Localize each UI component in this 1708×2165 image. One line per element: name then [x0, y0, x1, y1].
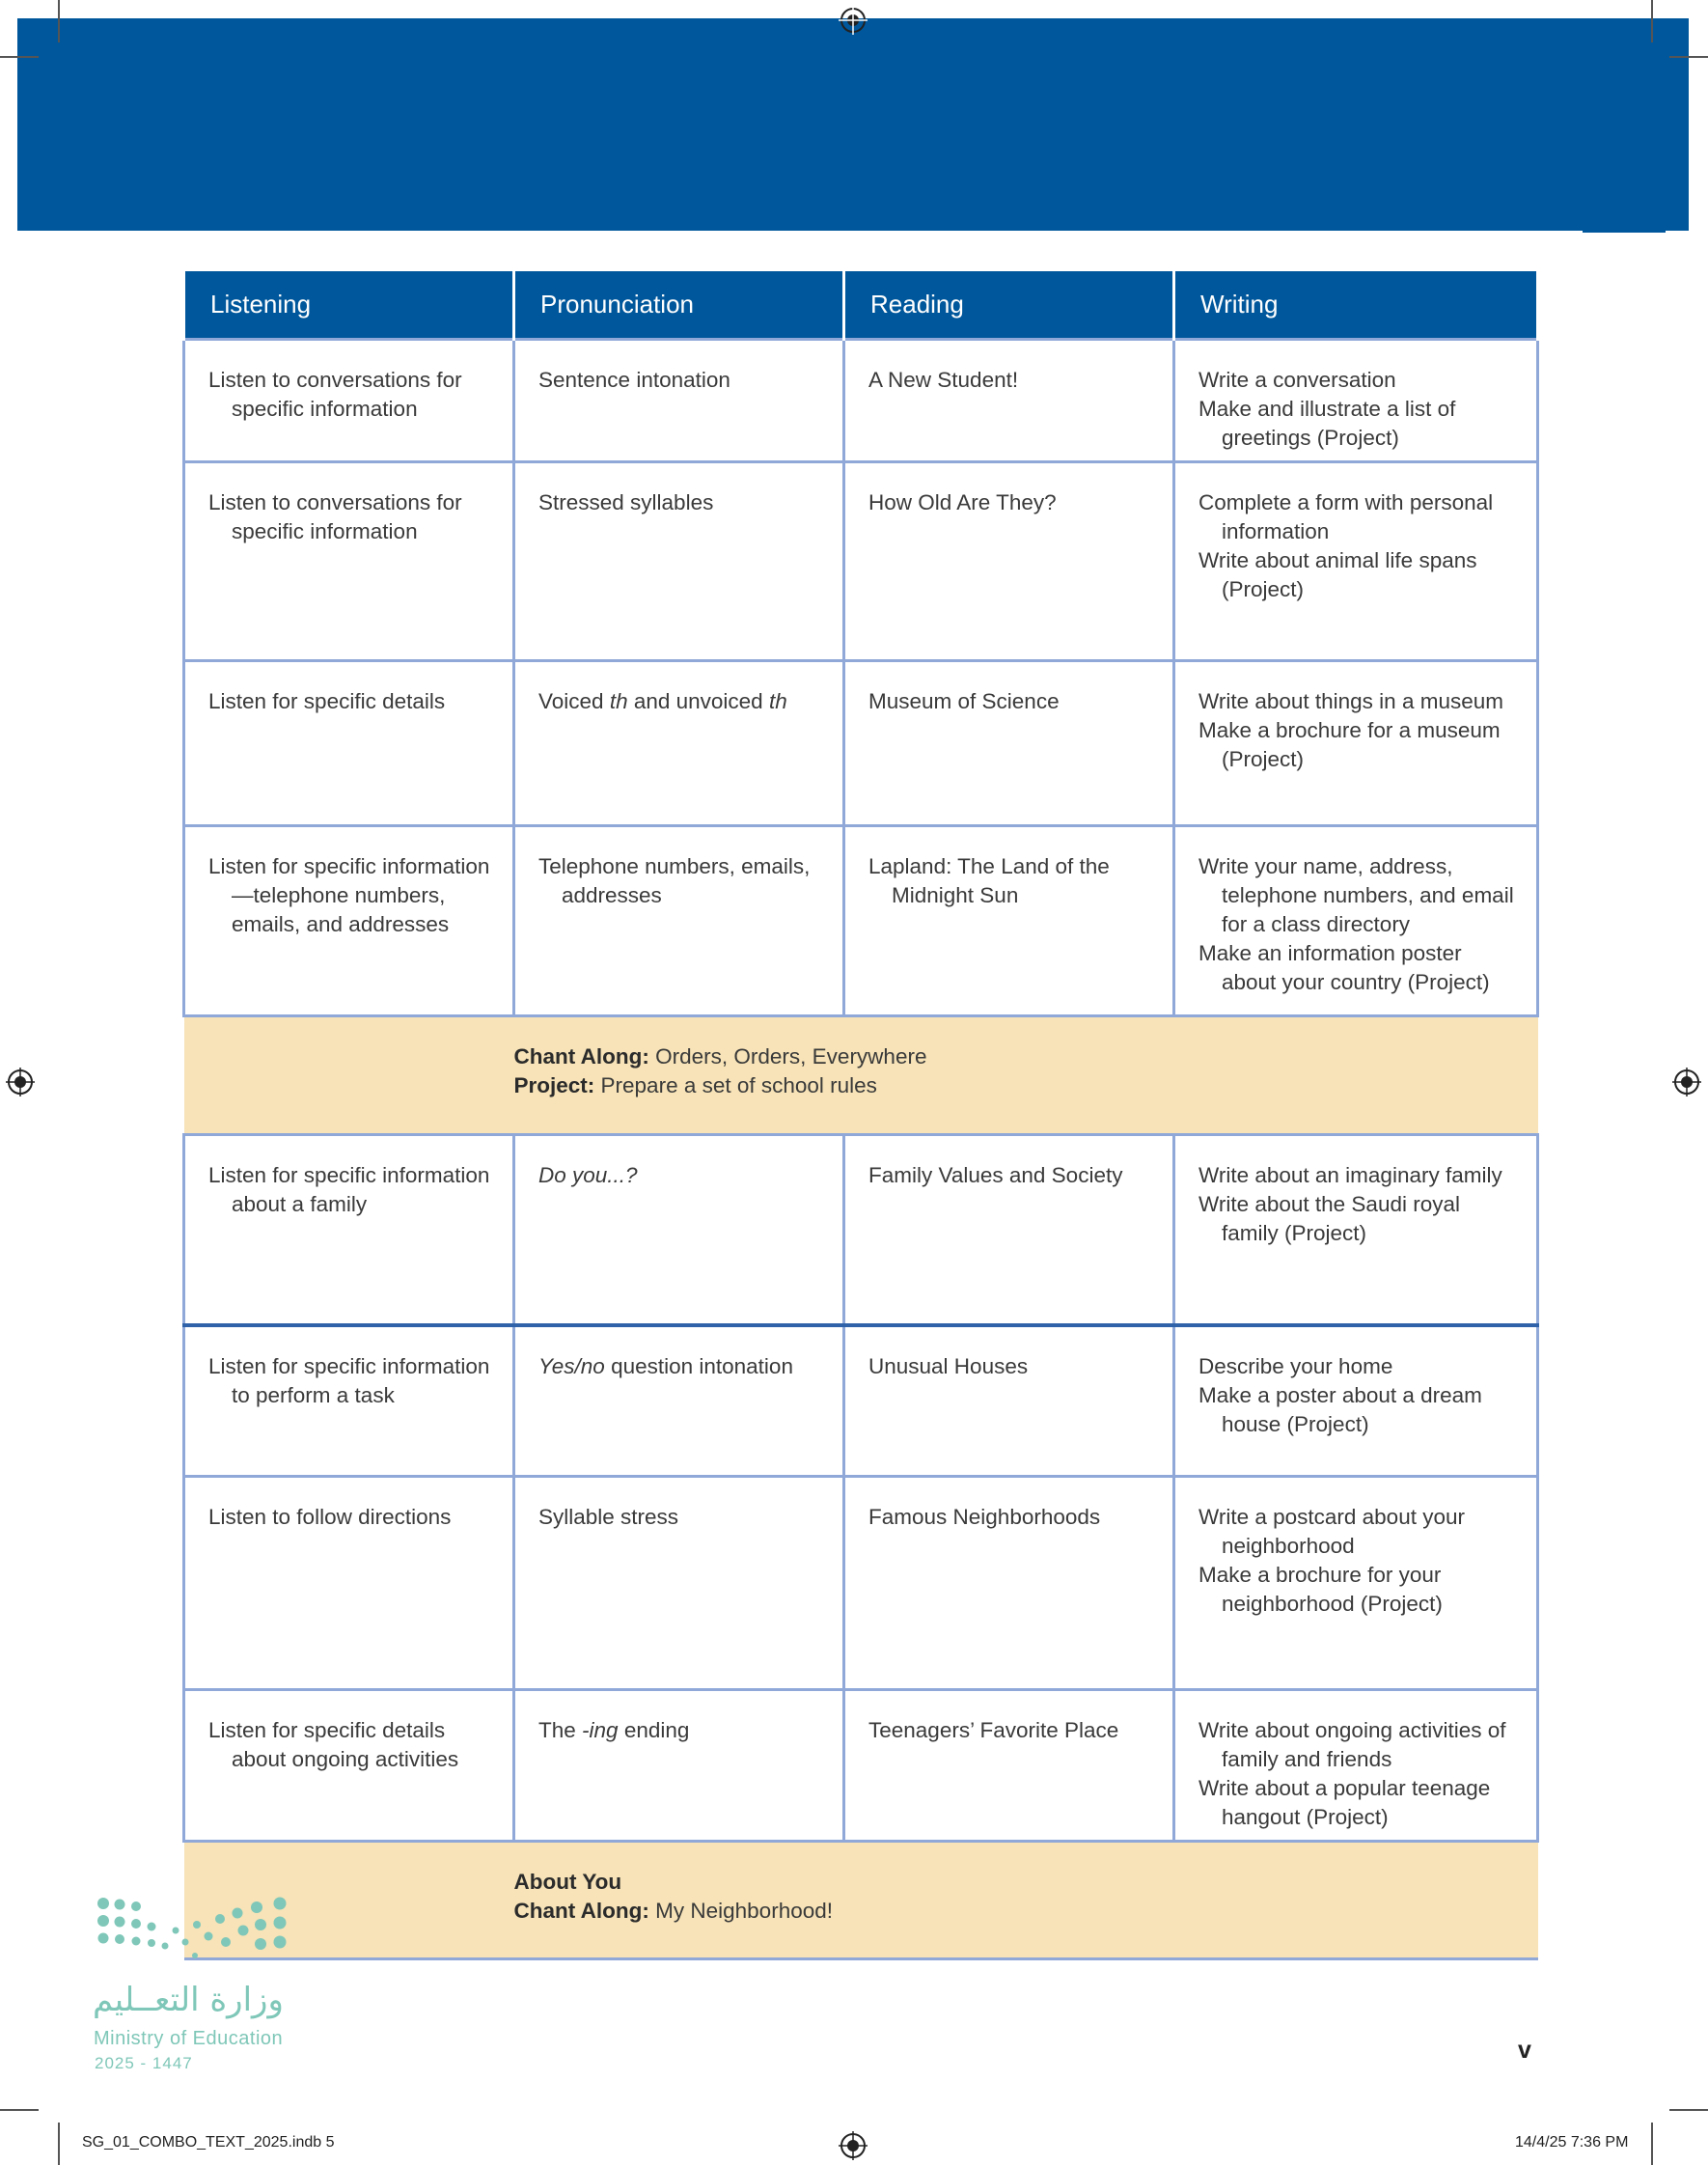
crop-mark	[0, 56, 39, 58]
reading-cell: Family Values and Society	[844, 1135, 1174, 1325]
writing-cell: Complete a form with personal information Write about animal life spans (Project)	[1174, 462, 1538, 661]
pronunciation-cell: Do you...?	[514, 1135, 844, 1325]
reading-cell: Unusual Houses	[844, 1325, 1174, 1477]
table-row	[184, 826, 1538, 1016]
pronunciation-cell: Syllable stress	[514, 1477, 844, 1690]
page-number: v	[1518, 2037, 1531, 2064]
header-row	[184, 271, 1538, 340]
ministry-logo-arabic: وزارة التعــليم	[93, 1981, 284, 2019]
table-row	[184, 1135, 1538, 1325]
listening-cell: Listen for specific information to perform a task	[184, 1325, 514, 1477]
band-line: Chant Along: Orders, Orders, Everywhere	[513, 1044, 927, 1069]
header-reading: Reading	[844, 271, 1174, 340]
pronunciation-cell: Stressed syllables	[514, 462, 844, 661]
listening-cell: Listen to follow directions	[184, 1477, 514, 1690]
table-row	[184, 661, 1538, 826]
header-pronunciation: Pronunciation	[514, 271, 844, 340]
pronunciation-cell: Sentence intonation	[514, 340, 844, 462]
listening-cell: Listen to conversations for specific information	[184, 462, 514, 661]
reading-cell: A New Student!	[844, 340, 1174, 462]
writing-cell: Write about an imaginary family Write about the Saudi royal family (Project)	[1174, 1135, 1538, 1325]
listening-cell: Listen for specific details	[184, 661, 514, 826]
band-line: Chant Along: My Neighborhood!	[513, 1899, 833, 1923]
review-band	[184, 1016, 1538, 1135]
band-line: Project: Prepare a set of school rules	[513, 1073, 877, 1097]
pronunciation-cell: Voiced th and unvoiced th	[514, 661, 844, 826]
crop-mark	[1651, 2123, 1653, 2165]
header-listening: Listening	[184, 271, 514, 340]
header-writing: Writing	[1174, 271, 1538, 340]
reading-cell: Teenagers’ Favorite Place	[844, 1690, 1174, 1842]
writing-cell: Describe your home Make a poster about a dream house (Project)	[1174, 1325, 1538, 1477]
ministry-logo-english: Ministry of Education	[94, 2028, 284, 2049]
table-row	[184, 1325, 1538, 1477]
table-row	[184, 1477, 1538, 1690]
footer-date: 14/4/25 7:36 PM	[1515, 2134, 1629, 2151]
crop-mark	[1651, 0, 1653, 42]
listening-cell: Listen to conversations for specific information	[184, 340, 514, 462]
registration-mark-icon	[6, 1068, 35, 1096]
reading-cell: How Old Are They?	[844, 462, 1174, 661]
listening-cell: Listen for specific information—telephone numbers, emails, and addresses	[184, 826, 514, 1016]
writing-cell: Write about things in a museum Make a brochure for a museum (Project)	[1174, 661, 1538, 826]
pronunciation-cell: Telephone numbers, emails, addresses	[514, 826, 844, 1016]
crop-mark	[58, 2123, 60, 2165]
registration-mark-icon	[839, 2131, 868, 2160]
pronunciation-cell: Yes/no question intonation	[514, 1325, 844, 1477]
table-row	[184, 1690, 1538, 1842]
listening-cell: Listen for specific details about ongoing activities	[184, 1690, 514, 1842]
footer-file-name: SG_01_COMBO_TEXT_2025.indb 5	[82, 2134, 335, 2151]
registration-mark-icon	[839, 6, 868, 35]
reading-cell: Museum of Science	[844, 661, 1174, 826]
banner-tab	[1583, 228, 1666, 233]
band-line: About You	[513, 1870, 622, 1894]
top-banner	[17, 18, 1689, 231]
writing-cell: Write a conversation Make and illustrate a list of greetings (Project)	[1174, 340, 1538, 462]
contents-table	[182, 271, 1539, 1960]
pronunciation-cell: The -ing ending	[514, 1690, 844, 1842]
reading-cell: Lapland: The Land of the Midnight Sun	[844, 826, 1174, 1016]
crop-mark	[1669, 2109, 1708, 2111]
crop-mark	[58, 0, 60, 42]
ministry-logo-year: 2025 - 1447	[95, 2054, 193, 2072]
table-row	[184, 462, 1538, 661]
crop-mark	[0, 2109, 39, 2111]
writing-cell: Write a postcard about your neighborhood Make a brochure for your neighborhood (Project)	[1174, 1477, 1538, 1690]
ministry-logo-dots-icon	[91, 1892, 313, 1988]
listening-cell: Listen for specific information about a family	[184, 1135, 514, 1325]
writing-cell: Write your name, address, telephone numbers, and email for a class directory Make an information poster about your country (Project)	[1174, 826, 1538, 1016]
review-band	[184, 1842, 1538, 1959]
registration-mark-icon	[1672, 1068, 1701, 1096]
table-row	[184, 340, 1538, 462]
crop-mark	[1669, 56, 1708, 58]
writing-cell: Write about ongoing activities of family and friends Write about a popular teenage hangout (Project)	[1174, 1690, 1538, 1842]
reading-cell: Famous Neighborhoods	[844, 1477, 1174, 1690]
